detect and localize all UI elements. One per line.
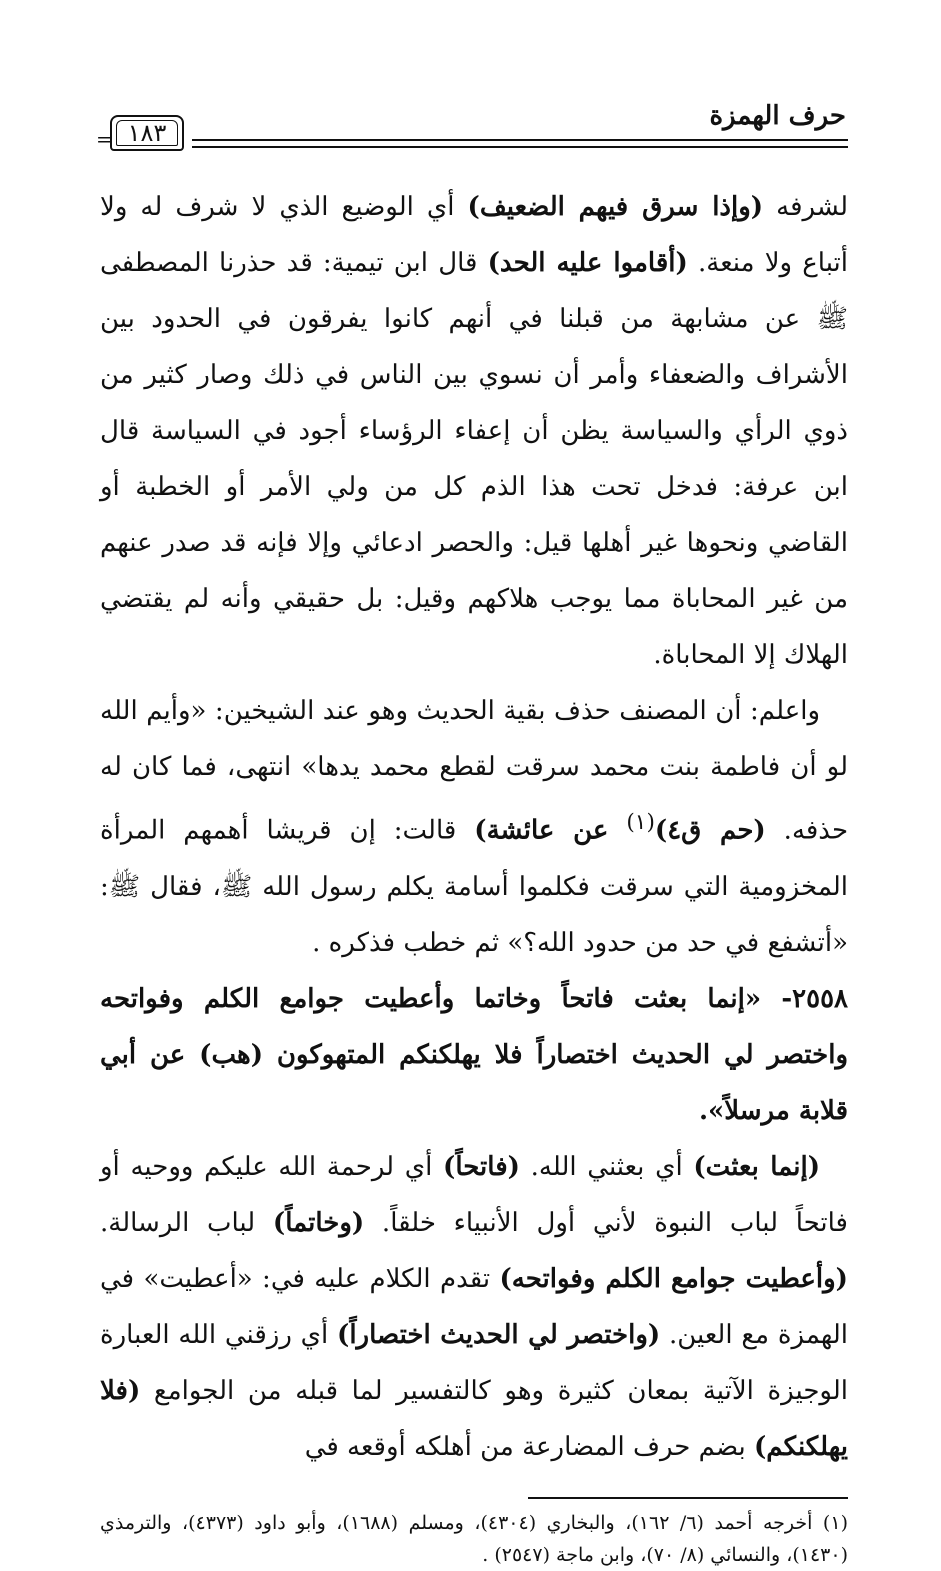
matn-quote: (وأعطيت جوامع الكلم وفواتحه): [499, 1263, 848, 1294]
paragraph-2: [100, 683, 848, 971]
text-run: قال ابن تيمية: قد حذرنا المصطفى ﷺ عن مشابهة من قبلنا في أنهم كانوا يفرقون في الحدود بين الأشراف والضعفاء وأمر أن نسوي بين الناس في ذلك وصار كثير من ذوي الرأي والسياسة يظن أن إعفاء الرؤساء أجود في السياسة قال ابن عرفة: فدخل تحت هذا الذم كل من ولي الأمر أو الخطبة أو القاضي ونحوها غير أهلها قيل: والحصر ادعائي وإلا فإنه قد صدر عنهم من غير المحاباة مما يوجب هلاكهم وقيل: بل حقيقي وأنه لم يقتضي الهلاك إلا المحاباة.: [100, 248, 848, 670]
footnote-marker[interactable]: (١): [626, 810, 655, 835]
header-rule: [96, 119, 848, 151]
book-page: [96, 95, 849, 1571]
header-double-line: [192, 139, 848, 148]
footnotes: [100, 1507, 848, 1571]
matn-quote: (فاتحاً): [443, 1151, 520, 1182]
text-run: لشرفه: [763, 192, 848, 222]
footnote-1: (١) أخرجه أحمد (٦/ ١٦٢)، والبخاري (٤٣٠٤)، ومسلم (١٦٨٨)، وأبو داود (٤٣٧٣)، والترمذي (١٤٣٠)، والنسائي (٨/ ٧٠)، وابن ماجة (٢٥٤٧) .: [100, 1511, 848, 1566]
matn-quote: (وخاتماً): [272, 1207, 365, 1238]
matn-quote: (وإذا سرق فيهم الضعيف): [467, 192, 764, 222]
header-edge-mark: =: [96, 127, 113, 151]
matn-quote: (إنما بعثت): [693, 1151, 820, 1182]
text-run: قالت: إن قريشا أهمهم المرأة المخزومية التي سرقت فكلموا أسامة يكلم رسول الله ﷺ، فقال ﷺ: «أتشفع في حد من حدود الله؟» ثم خطب فذكره .: [100, 815, 848, 958]
running-title: حرف الهمزة: [709, 101, 846, 131]
page-number: ١٨٣: [110, 115, 184, 151]
text-run: أي لرحمة الله عليكم ووحيه أو فاتحاً لباب النبوة لأني أول الأنبياء خلقاً.: [100, 1151, 848, 1238]
matn-quote: (فلا يهلكنكم): [100, 1375, 848, 1462]
hadith-text: ٢٥٥٨- «إنما بعثت فاتحاً وخاتما وأعطيت جوامع الكلم وفواتحه واختصر لي الحديث اختصاراً فلا يهلكنكم المتهوكون (هب) عن أبي قلابة مرسلاً».: [100, 983, 848, 1126]
paragraph-1: [100, 179, 848, 683]
text-run: بضم حرف المضارعة من أهلكه أوقعه في: [304, 1431, 754, 1462]
matn-quote: (أقاموا عليه الحد): [487, 248, 688, 278]
footnote-separator: [528, 1497, 848, 1499]
text-run: لباب الرسالة.: [100, 1207, 273, 1238]
hadith-entry-2558: [100, 971, 848, 1139]
source-abbrev: (حم ق٤): [654, 815, 766, 846]
matn-quote: (واختصر لي الحديث اختصاراً): [337, 1319, 661, 1350]
text-run: أي الوضيع الذي لا شرف له ولا أتباع ولا منعة.: [100, 192, 848, 278]
text-run: أي رزقني الله العبارة الوجيزة الآتية بمعان كثيرة وهو كالتفسير لما قبله من الجوامع: [100, 1319, 848, 1406]
text-run: [608, 816, 626, 846]
paragraph-4: [100, 1139, 848, 1475]
main-text: [100, 179, 848, 1475]
page-header: [96, 95, 848, 157]
text-run: أي بعثني الله.: [519, 1151, 694, 1182]
narrator: عن عائشة): [474, 815, 609, 846]
text-run: تقدم الكلام عليه في: «أعطيت» في الهمزة مع العين.: [100, 1263, 849, 1350]
text-run: واعلم: أن المصنف حذف بقية الحديث وهو عند الشيخين: «وأيم الله لو أن فاطمة بنت محمد سرقت لقطع محمد يدها» انتهى، فما كان له حذفه.: [100, 696, 849, 846]
